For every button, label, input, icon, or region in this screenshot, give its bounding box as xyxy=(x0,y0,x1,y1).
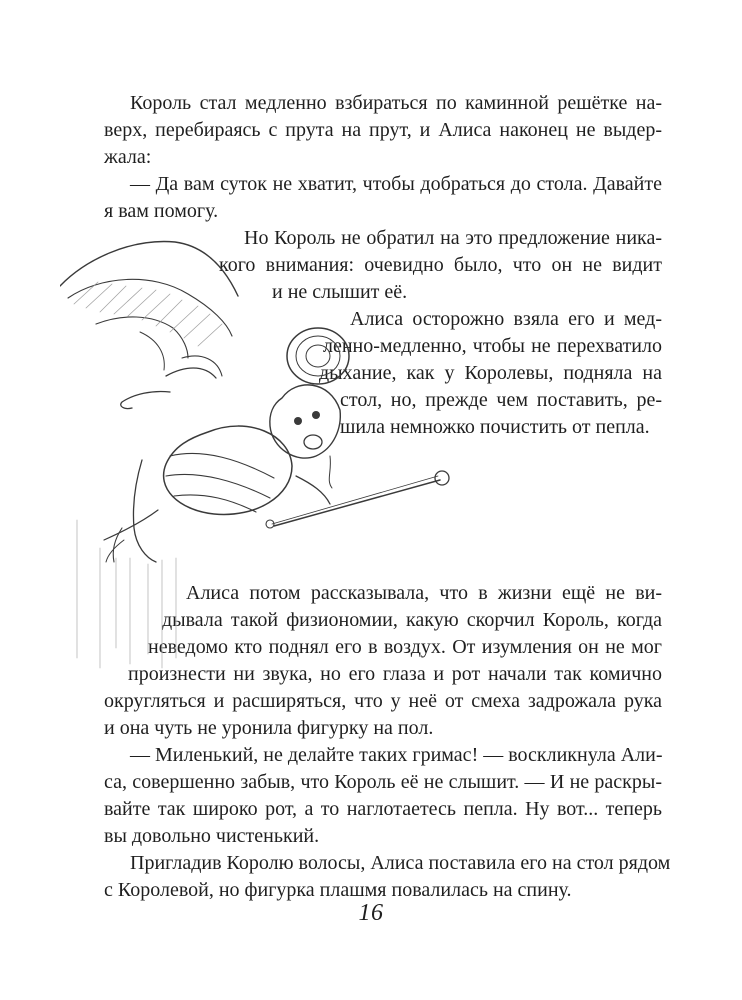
text-line: са, совершенно забыв, что Король её не слышит. — И не раскры- xyxy=(104,771,662,793)
text-line: стол, но, прежде чем поставить, ре- xyxy=(340,389,662,411)
text-line: Король стал медленно взбираться по каминной решётке на- xyxy=(130,92,662,114)
text-line: неведомо кто поднял его в воздух. От изумления он не мог xyxy=(148,636,662,658)
king-face xyxy=(270,385,340,458)
text-line: дыхание, как у Королевы, подняла на xyxy=(319,362,662,384)
text-line: ленно-медленно, чтобы не перехватило xyxy=(323,335,662,357)
text-line: шила немножко почистить от пепла. xyxy=(340,416,650,438)
text-line: — Да вам суток не хватит, чтобы добраться до стола. Давайте xyxy=(130,173,662,195)
text-line: и не слышит её. xyxy=(272,281,408,303)
text-line: дывала такой физиономии, какую скорчил Король, когда xyxy=(162,609,662,631)
text-line: — Миленький, не делайте таких гримас! — воскликнула Али- xyxy=(130,744,663,766)
page-number: 16 xyxy=(358,900,384,926)
text-line: кого внимания: очевидно было, что он не видит xyxy=(219,254,662,276)
text-line: верх, перебираясь с прута на прут, и Алиса наконец не выдер- xyxy=(104,119,662,141)
king-scepter xyxy=(274,480,440,526)
text-line: Пригладив Королю волосы, Алиса поставила его на стол рядом xyxy=(130,852,671,874)
text-line: я вам помогу. xyxy=(104,200,219,222)
text-line: произнести ни звука, но его глаза и рот начали так комично xyxy=(128,663,662,685)
king-robe-left xyxy=(133,460,156,562)
text-line: Но Король не обратил на это предложение ника- xyxy=(244,227,662,249)
text-line: Алиса осторожно взяла его и мед- xyxy=(350,308,662,330)
alice-hand-holding-king-illustration xyxy=(60,228,470,670)
text-line: с Королевой, но фигурка плашмя повалилась на спину. xyxy=(104,879,572,901)
text-line: Алиса потом рассказывала, что в жизни ещё не ви- xyxy=(186,582,662,604)
text-line: жала: xyxy=(104,146,152,168)
king-left-arm xyxy=(121,391,170,408)
text-line: вы довольно чистенький. xyxy=(104,825,320,847)
king-right-arm xyxy=(296,476,330,504)
text-line: вайте так широко рот, а то наглотаетесь пепла. Ну вот... теперь xyxy=(104,798,662,820)
text-line: округляться и расширяться, что у неё от смеха задрожала рука xyxy=(104,690,662,712)
text-line: и она чуть не уронила фигурку на пол. xyxy=(104,717,434,739)
king-collar xyxy=(166,368,216,378)
